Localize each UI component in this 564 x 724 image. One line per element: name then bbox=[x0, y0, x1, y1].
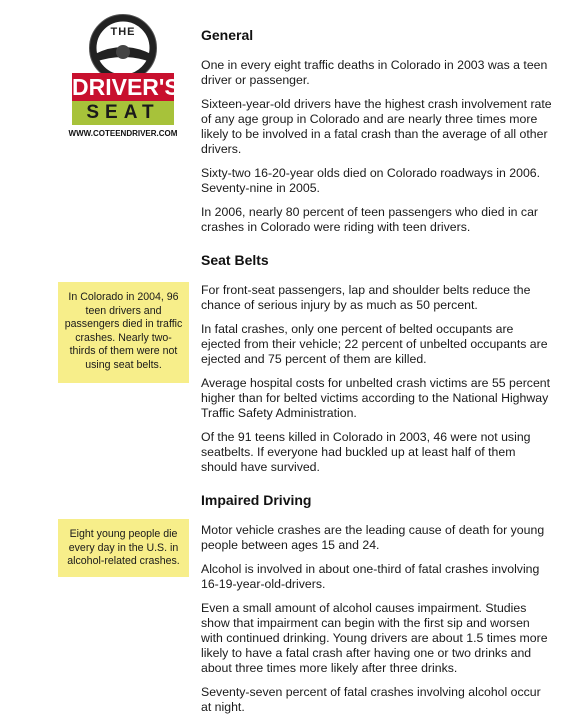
drivers-seat-logo bbox=[68, 12, 178, 142]
general-heading: General bbox=[201, 27, 254, 43]
impaired-driving-paragraph: Even a small amount of alcohol causes impairment. Studies show that impairment can begin with the first sip and worsen with continued drinking. Young drivers are about 1.5 times more likely to have a fatal crash after having one or two drinks and about three times more likely after three drinks. bbox=[201, 601, 548, 675]
seat-belts-paragraph: For front-seat passengers, lap and shoulder belts reduce the chance of serious injury by as much as 50 percent. bbox=[201, 283, 531, 312]
logo-drivers-text: DRIVER'S bbox=[72, 74, 180, 100]
impaired-driving-paragraph: Alcohol is involved in about one-third of fatal crashes involving 16-19-year-old-drivers. bbox=[201, 562, 540, 591]
steering-wheel-icon bbox=[68, 12, 178, 76]
impaired-driving-paragraph: Seventy-seven percent of fatal crashes involving alcohol occur at night. bbox=[201, 685, 541, 714]
general-section bbox=[201, 27, 553, 235]
general-paragraph: One in every eight traffic deaths in Colorado in 2003 was a teen driver or passenger. bbox=[201, 58, 548, 87]
impaired-driving-paragraph: Motor vehicle crashes are the leading cause of death for young people between ages 15 and 24. bbox=[201, 523, 545, 552]
impaired-driving-callout: Eight young people die every day in the U.S. in alcohol-related crashes. bbox=[58, 519, 189, 577]
seat-belts-heading: Seat Belts bbox=[201, 252, 269, 268]
impaired-driving-heading: Impaired Driving bbox=[201, 492, 312, 508]
logo-seat-text: SEAT bbox=[72, 101, 174, 125]
seat-belts-callout: In Colorado in 2004, 96 teen drivers and passengers died in traffic crashes. Nearly two-thirds of them were not using seat belts. bbox=[58, 282, 189, 383]
general-paragraph: Sixteen-year-old drivers have the highest crash involvement rate of any age group in Colorado and are nearly three times more likely to be involved in a fatal crash than the average of all other drivers. bbox=[201, 97, 552, 156]
seat-belts-paragraph: Of the 91 teens killed in Colorado in 2003, 46 were not using seatbelts. If everyone had buckled up at least half of them should have survived. bbox=[201, 430, 531, 474]
seat-belts-section bbox=[201, 252, 553, 475]
general-paragraph: In 2006, nearly 80 percent of teen passengers who died in car crashes in Colorado were riding with teen drivers. bbox=[201, 205, 539, 234]
main-content bbox=[201, 27, 553, 724]
seat-belts-paragraph: Average hospital costs for unbelted crash victims are 55 percent higher than for belted victims according to the National Highway Traffic Safety Administration. bbox=[201, 376, 551, 420]
logo-url-text: WWW.COTEENDRIVER.COM bbox=[68, 129, 178, 138]
general-paragraph: Sixty-two 16-20-year olds died on Colorado roadways in 2006. Seventy-nine in 2005. bbox=[201, 166, 541, 195]
impaired-driving-section bbox=[201, 492, 553, 715]
seat-belts-paragraph: In fatal crashes, only one percent of belted occupants are ejected from their vehicle; 22 percent of unbelted occupants are ejected and 75 percent of them are killed. bbox=[201, 322, 548, 366]
logo-the-text: THE bbox=[110, 26, 136, 38]
